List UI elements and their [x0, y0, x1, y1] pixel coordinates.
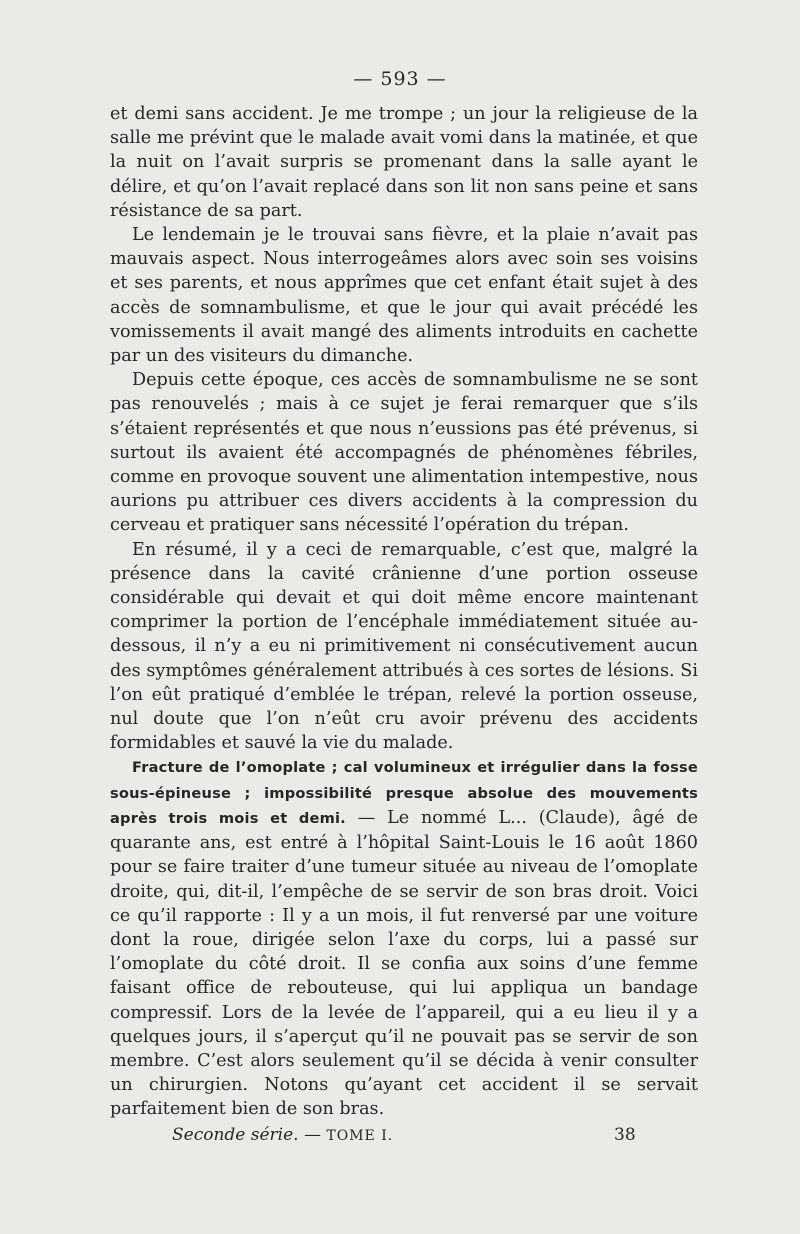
tome-label: TOME I.	[326, 1128, 394, 1144]
case-title: Fracture de l’omoplate ; cal volumineux et irrégulier dans la fosse sous-épineuse ; impossibilité presque absolue des mouvements après trois mois et demi.	[110, 759, 698, 827]
series-name: Seconde série.	[172, 1125, 299, 1145]
paragraph: Depuis cette époque, ces accès de somnambulisme ne se sont pas renouvelés ; mais à ce sujet je ferai remarquer que s’ils s’étaient représentés et que nous n’eussions pas été prévenus, si surtout ils avaient été accompagnés de phénomènes fébriles, comme en provoque souvent une alimentation intempestive, nous aurions pu attribuer ces divers accidents à la compression du cerveau et pratiquer sans nécessité l’opération du trépan.	[110, 370, 698, 536]
paragraph: En résumé, il y a ceci de remarquable, c’est que, malgré la présence dans la cavité crânienne d’une portion osseuse considérable qui devait et qui doit même encore maintenant comprimer la portion de l’encéphale immédiatement située au-dessous, il n’y a eu ni primitivement ni consécutivement aucun des symptômes généralement attribués à ces sortes de lésions. Si l’on eût pratiqué d’emblée le trépan, relevé la portion osseuse, nul doute que l’on n’eût cru avoir prévenu des accidents formidables et sauvé la vie du malade.	[110, 539, 698, 754]
case-text: Le nommé L... (Claude), âgé de quarante ans, est entré à l’hôpital Saint-Louis le 16 août 1860 pour se faire traiter d’une tumeur située au niveau de l’omoplate droite, qui, dit-il, l’empêche de se servir de son bras droit. Voici ce qu’il rapporte : Il y a un mois, il fut renversé par une voiture dont la roue, dirigée selon l’axe du corps, lui a passé sur l’omoplate du côté droit. Il se confia aux soins d’une femme faisant office de rebouteuse, qui lui appliqua un bandage compressif. Lors de la levée de l’appareil, qui a eu lieu il y a quelques jours, il s’aperçut qu’il ne pouvait pas se servir de son membre. C’est alors seulement qu’il se décida à venir consulter un chirurgien. Notons qu’ayant cet accident il se servait parfaitement bien de son bras.	[110, 807, 698, 1120]
paragraph-continued: et demi sans accident. Je me trompe ; un jour la religieuse de la salle me prévint que le malade avait vomi dans la matinée, et que la nuit on l’avait surpris se promenant dans la salle ayant le délire, et qu’on l’avait replacé dans son lit non sans peine et sans résistance de sa part.	[110, 104, 698, 221]
case-paragraph	[110, 755, 698, 1121]
signature-mark: 38	[614, 1125, 636, 1145]
body-text	[110, 102, 698, 1122]
case-separator: —	[345, 807, 388, 828]
paragraph: Le lendemain je le trouvai sans fièvre, et la plaie n’avait pas mauvais aspect. Nous interrogeâmes alors avec soin ses voisins et ses parents, et nous apprîmes que cet enfant était sujet à des accès de somnambulisme, et que le jour qui avait précédé les vomissements il avait mangé des aliments introduits en cachette par un des visiteurs du dimanche.	[110, 225, 698, 367]
footer-separator: —	[298, 1125, 327, 1145]
series-label	[172, 1125, 393, 1145]
page-number: — 593 —	[353, 68, 447, 90]
